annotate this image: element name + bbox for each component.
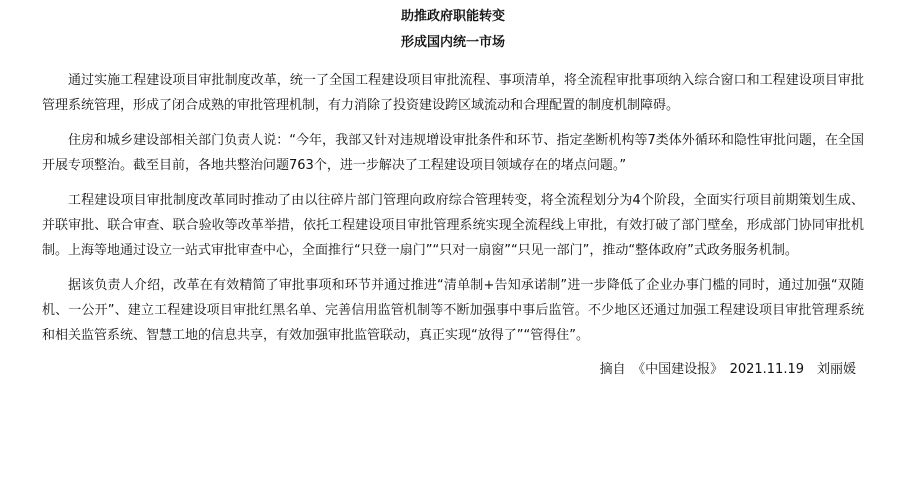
source-byline: 摘自 《中国建设报》 2021.11.19 刘丽媛 [599,362,856,377]
paragraph-4: 据该负责人介绍，改革在有效精简了审批事项和环节并通过推进“清单制+告知承诺制”进一步降低了企业办事门槛的同时，通过加强“双随机、一公开”、建立工程建设项目审批红黑名单、完善信用监管机制等不断加强事中事后监管。不少地区还通过加强工程建设项目审批管理系统和相关监管系统、智慧工地的信息共享，有效加强审批监管联动，真正实现“放得了”“管得住”。 [42,278,864,343]
paragraph-1: 通过实施工程建设项目审批制度改革，统一了全国工程建设项目审批流程、事项清单，将全流程审批事项纳入综合窗口和工程建设项目审批管理系统管理，形成了闭合成熟的审批管理机制，有力消除了投资建设跨区域流动和合理配置的制度机制障碍。 [42,73,864,113]
title-line-1: 助推政府职能转变 [400,9,505,24]
title-line-2: 形成国内统一市场 [400,35,505,50]
paragraph-2: 住房和城乡建设部相关部门负责人说：“今年，我部又针对违规增设审批条件和环节、指定垄断机构等7类体外循环和隐性审批问题，在全国开展专项整治。截至目前，各地共整治问题763个，进一步解决了工程建设项目领域存在的堵点问题。” [42,133,864,173]
paragraph-3: 工程建设项目审批制度改革同时推动了由以往碎片部门管理向政府综合管理转变，将全流程划分为4个阶段，全面实行项目前期策划生成、并联审批、联合审查、联合验收等改革举措，依托工程建设项目审批管理系统实现全流程线上审批，有效打破了部门壁垒，形成部门协同审批机制。上海等地通过设立一站式审批审查中心，全面推行“只登一扇门”“只对一扇窗”“只见一部门”，推动“整体政府”式政务服务机制。 [42,193,864,258]
article-body [42,68,864,348]
